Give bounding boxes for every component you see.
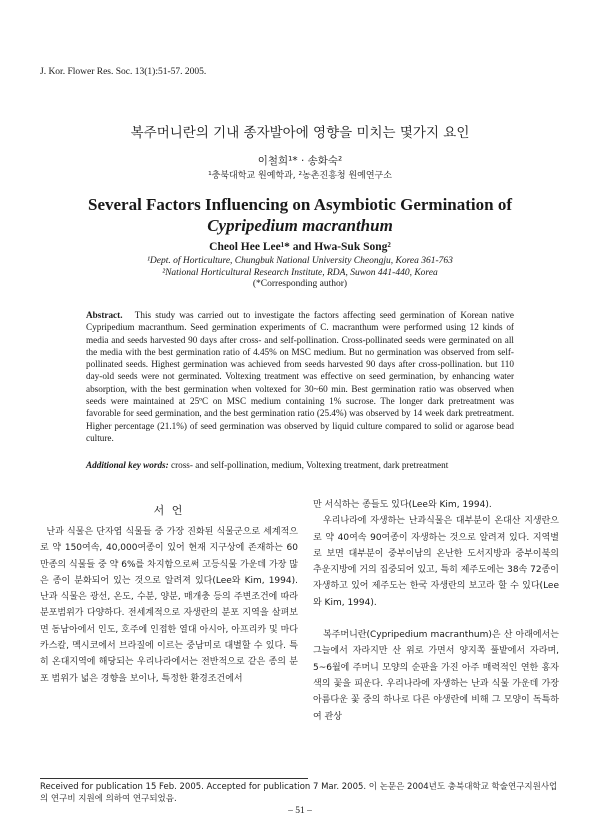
abstract-text: This study was carried out to investigate the factors affecting seed germination of Korean native Cypripedium macranthum. Seed germination experiments of C. macranthum were performed using 12 kinds of media and seeds harvested 90 days after cross- and self-pollination. Cross-pollinated seeds were germinated on all the media with the best germination ratio of 4.45% on MSC medium. But no germination was observed from self-pollinated seeds. Highest germination was achieved from seeds harvested 90 days after cross-pollination. but 110 day-old seeds were not germinated. Voltexing treatment was effective on seed germination, by enhancing water absorption, with the best germination when voltexed for 30~60 min. Best germination ratio was observed when seeds were maintained at 25ºC on MSC medium containing 1% sucrose. The longer dark pretreatment was favorable for seed germination, and the best germination ratio (25.4%) was observed by 14 week dark pretreatment. Higher percentage (21.1%) of seed germination was observed by liquid culture compared to solid or agarose bead culture. — [86, 310, 514, 443]
footnote: Received for publication 15 Feb. 2005. Accepted for publication 7 Mar. 2005. 이 논문은 2004년도 충북대학교 학술연구지원사업의 연구비 지원에 의하여 연구되었음. — [40, 782, 558, 804]
keywords-text: cross- and self-pollination, medium, Voltexing treatment, dark pretreatment — [171, 460, 449, 470]
keywords — [86, 460, 526, 470]
korean-affiliation: ¹충북대학교 원예학과, ²농촌진흥청 원예연구소 — [208, 171, 392, 181]
abstract — [86, 309, 514, 444]
english-authors: Cheol Hee Lee¹* and Hwa-Suk Song² — [209, 241, 391, 253]
korean-authors: 이철희¹* · 송화숙² — [257, 155, 343, 167]
english-affiliations — [0, 256, 600, 291]
english-title-line1: Several Factors Influencing on Asymbiotic Germination of — [87, 195, 513, 214]
affiliation-2: ²National Horticultural Research Institute, RDA, Suwon 441-440, Korea — [162, 267, 438, 278]
body-paragraph: 복주머니란(Cypripedium macranthum)은 산 아래에서는 그늘에서 자라지만 산 위로 가면서 양지쪽 풀밭에서 자라며, 5~6월에 주머니 모양의 순판을 가진 아주 매력적인 연한 홍자색의 꽃을 피운다. 우리나라에 자생하는 난과 식물 가운데 가장 아름다운 꽃 중의 하나로 다른 야생란에 비해 그 모양이 독특하여 관상 — [313, 630, 559, 722]
english-title — [0, 194, 600, 236]
corresponding-author-note: (*Corresponding author) — [252, 279, 348, 289]
keywords-label: Additional key words: — [86, 460, 169, 470]
body-column-left — [40, 524, 298, 687]
body-column-right — [313, 497, 559, 725]
journal-reference: J. Kor. Flower Res. Soc. 13(1):51-57. 2005. — [40, 67, 207, 77]
korean-title: 복주머니란의 기내 종자발아에 영향을 미치는 몇가지 요인 — [130, 125, 470, 141]
footnote-divider — [40, 778, 308, 779]
body-paragraph: 우리나라에 자생하는 난과식물은 대부분이 온대산 지생란으로 약 40여속 90여종이 자생하는 것으로 알려져 있다. 지역별로 보면 대부분이 중부이남의 온난한 도서지방과 중부이북의 추운지방에 거의 집중되어 있고, 특히 제주도에는 38속 72종이 자생하고 있어 제주도는 한국 자생란의 보고라 할 수 있다(Lee와 Kim, 1994). — [313, 516, 559, 608]
abstract-label: Abstract. — [86, 310, 123, 320]
affiliation-1: ¹Dept. of Horticulture, Chungbuk National University Cheongju, Korea 361-763 — [147, 256, 453, 266]
section-heading-introduction: 서 언 — [153, 504, 185, 517]
body-paragraph: 만 서식하는 종들도 있다(Lee와 Kim, 1994). — [313, 500, 492, 510]
body-paragraph: 난과 식물은 단자엽 식물들 중 가장 진화된 식물군으로 세계적으로 약 150여속, 40,000여종이 있어 현재 지구상에 존재하는 60만종의 식물들 중 약 6%를 차지함으로써 고등식물 가운데 가장 많은 종이 분화되어 있는 것으로 알려져 있다(Lee와 Kim, 1994). 난과 식물은 광선, 온도, 수분, 양분, 매개충 등의 주변조건에 따라 분포범위가 다양하다. 전세계적으로 자생란의 분포 지역을 살펴보면 동남아에서 인도, 호주에 인접한 열대 아시아, 아프리카 및 마다카스칼, 멕시코에서 브라질에 이르는 중남미로 대별할 수 있다. 특히 온대지역에 해당되는 우리나라에서는 전반적으로 같은 종의 분포 범위가 넓은 경향을 보이나, 특정한 환경조건에서 — [40, 527, 298, 684]
english-title-line2: Cypripedium macranthum — [207, 216, 393, 235]
page-number: – 51 – — [288, 806, 312, 816]
